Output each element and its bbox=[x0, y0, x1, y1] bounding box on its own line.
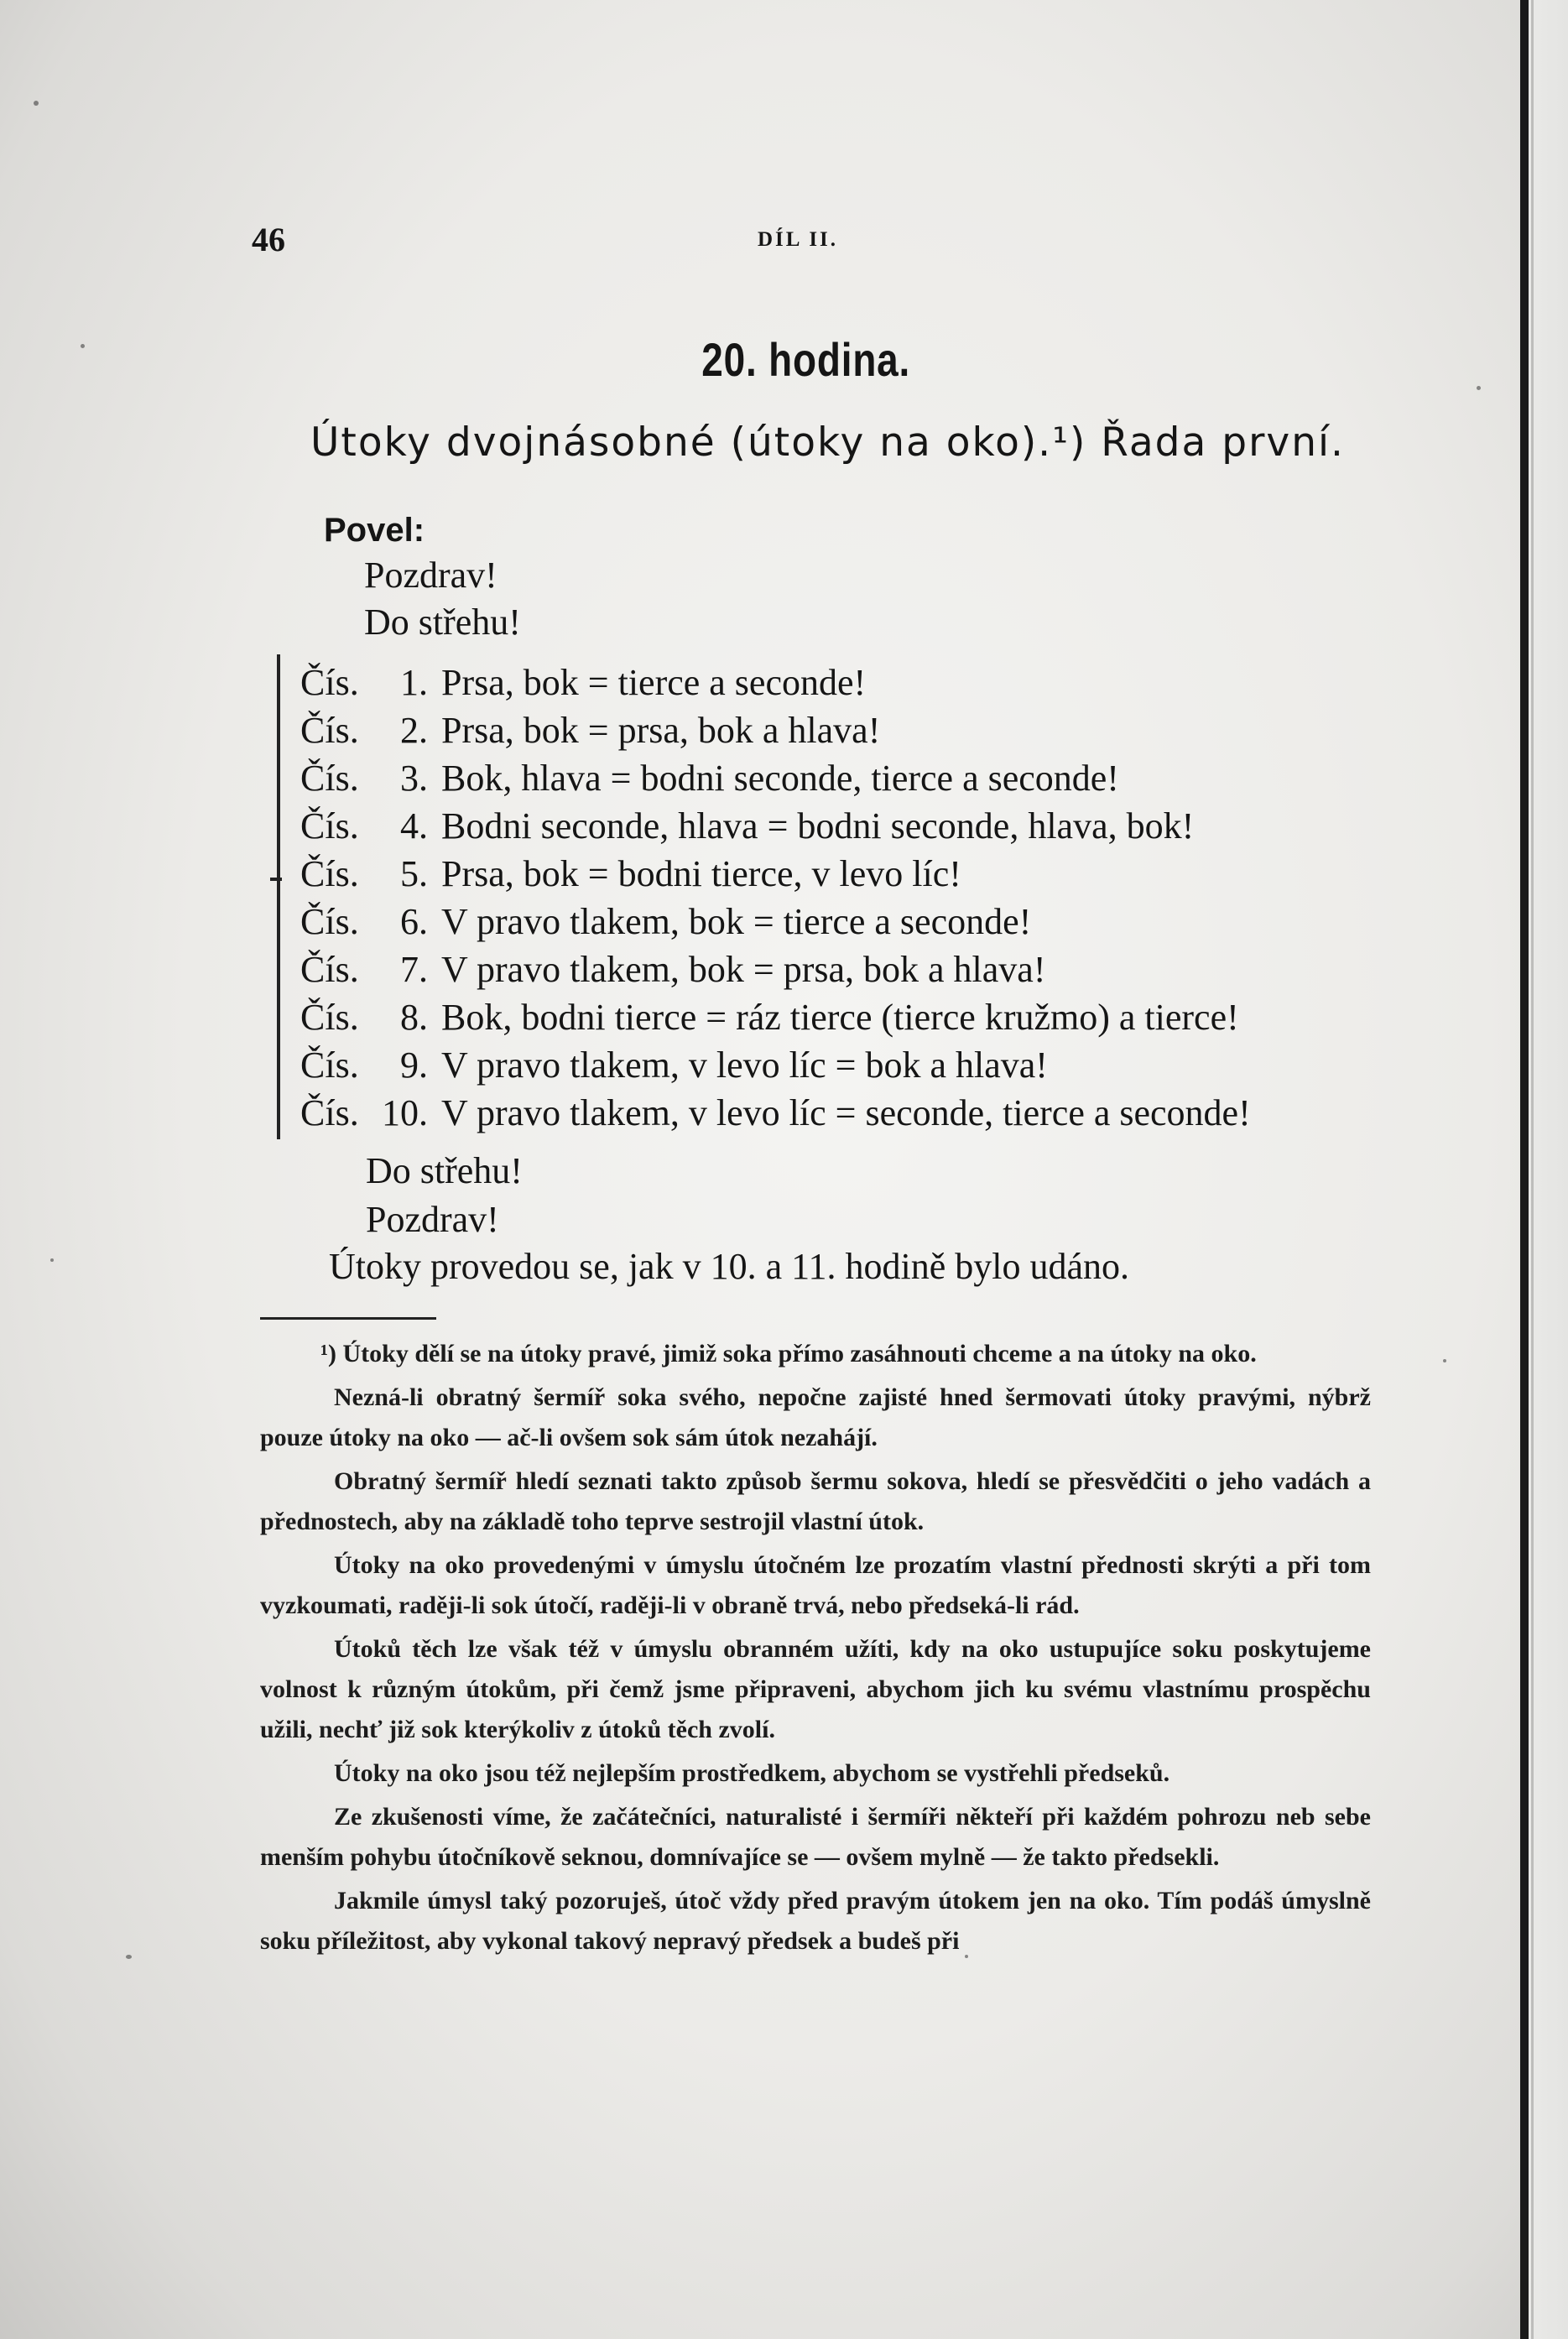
command-label: Povel: bbox=[324, 512, 425, 549]
execution-note: Útoky provedou se, jak v 10. a 11. hodině bylo udáno. bbox=[329, 1246, 1129, 1287]
exercise-number: 5. bbox=[400, 853, 428, 894]
exercise-number: 2. bbox=[400, 710, 428, 751]
exercise-row bbox=[300, 1091, 1251, 1134]
exercise-number: 4. bbox=[400, 805, 428, 847]
page-number: 46 bbox=[252, 221, 285, 258]
exercise-text: Bodni seconde, hlava = bodni seconde, hlava, bok! bbox=[441, 805, 1195, 847]
exercise-text: V pravo tlakem, bok = prsa, bok a hlava! bbox=[441, 949, 1046, 990]
exercise-brace bbox=[277, 654, 280, 1139]
exercise-row bbox=[300, 709, 880, 752]
exercise-label: Čís. bbox=[300, 710, 359, 751]
exercise-label: Čís. bbox=[300, 949, 359, 990]
footnote-paragraph: Útoků těch lze však též v úmyslu obranném užíti, kdy na oko ustupujíce soku poskytujeme volnost k různým útokům, při čemž jsme připraveni, abychom jich ku svému vlastnímu prospěchu užili, nechť již sok kterýkoliv z útoků těch zvolí. bbox=[260, 1635, 1371, 1743]
exercise-row bbox=[300, 996, 1239, 1039]
exercise-number: 1. bbox=[400, 662, 428, 703]
exercise-row bbox=[300, 1044, 1048, 1086]
exercise-number: 6. bbox=[400, 901, 428, 942]
next-page-edge bbox=[1531, 0, 1534, 2339]
exercise-number: 3. bbox=[400, 758, 428, 799]
exercise-label: Čís. bbox=[300, 997, 359, 1038]
exercise-label: Čís. bbox=[300, 1092, 359, 1133]
footnote-paragraph: Ze zkušenosti víme, že začátečníci, naturalisté i šermíři někteří při každém pohrozu neb sebe menším pohybu útočníkově seknou, domnívajíce se — ovšem mylně — že takto předsekli. bbox=[260, 1803, 1371, 1871]
exercise-number: 9. bbox=[400, 1044, 428, 1086]
footnote-paragraph: Útoky na oko jsou též nejlepším prostředkem, abychom se vystřehli předseků. bbox=[334, 1759, 1170, 1787]
page-edge bbox=[1520, 0, 1568, 2339]
footnote-paragraph: ¹) Útoky dělí se na útoky pravé, jimiž soka přímo zasáhnouti chceme a na útoky na oko. bbox=[320, 1340, 1257, 1367]
footnote-paragraph: Jakmile úmysl taký pozoruješ, útoč vždy před pravým útokem jen na oko. Tím podáš úmyslně soku příležitost, aby vykonal takový nepravý předsek a budeš při bbox=[260, 1887, 1371, 1955]
opening-command: Do střehu! bbox=[364, 602, 521, 643]
opening-command: Pozdrav! bbox=[364, 555, 497, 596]
paper-speck bbox=[126, 1955, 132, 1959]
footnote-rule bbox=[260, 1317, 436, 1320]
lesson-title: 20. hodina. bbox=[701, 333, 911, 386]
lesson-subtitle: Útoky dvojnásobné (útoky na oko).¹) Řada první. bbox=[310, 419, 1345, 466]
exercise-text: V pravo tlakem, v levo líc = seconde, tierce a seconde! bbox=[441, 1092, 1251, 1133]
closing-command: Pozdrav! bbox=[366, 1199, 499, 1240]
running-head: DÍL II. bbox=[758, 228, 839, 251]
exercise-row bbox=[300, 661, 866, 704]
paper-speck bbox=[81, 344, 85, 348]
exercise-label: Čís. bbox=[300, 758, 359, 799]
exercise-label: Čís. bbox=[300, 805, 359, 847]
exercise-text: Bok, hlava = bodni seconde, tierce a seconde! bbox=[441, 758, 1119, 799]
exercise-label: Čís. bbox=[300, 1044, 359, 1086]
exercise-number: 8. bbox=[400, 997, 428, 1038]
exercise-label: Čís. bbox=[300, 853, 359, 894]
footnote-paragraph: Nezná-li obratný šermíř soka svého, nepočne zajisté hned šermovati útoky pravými, nýbrž pouze útoky na oko — ač-li ovšem sok sám útok nezahájí. bbox=[260, 1383, 1371, 1451]
paper-speck bbox=[34, 101, 39, 106]
exercise-label: Čís. bbox=[300, 662, 359, 703]
exercise-number: 10. bbox=[382, 1092, 428, 1133]
exercise-row bbox=[300, 852, 961, 895]
exercise-text: Prsa, bok = prsa, bok a hlava! bbox=[441, 710, 881, 751]
footnote-paragraph: Obratný šermíř hledí seznati takto způsob šermu sokova, hledí se přesvědčiti o jeho vadách a přednostech, aby na základě toho teprve sestrojil vlastní útok. bbox=[260, 1467, 1371, 1535]
exercise-text: Prsa, bok = bodni tierce, v levo líc! bbox=[441, 853, 961, 894]
exercise-row bbox=[300, 757, 1119, 800]
exercise-text: Prsa, bok = tierce a seconde! bbox=[441, 662, 867, 703]
paper-speck bbox=[1443, 1359, 1446, 1362]
exercise-row bbox=[300, 900, 1031, 943]
paper-speck bbox=[50, 1258, 54, 1262]
paper-speck bbox=[1477, 386, 1481, 390]
footnote-paragraph: Útoky na oko provedenými v úmyslu útočném lze prozatím vlastní přednosti skrýti a při tom vyzkoumati, raději-li sok útočí, raději-li v obraně trvá, nebo předseká-li rád. bbox=[260, 1551, 1371, 1619]
footnotes bbox=[260, 1334, 1371, 1965]
exercise-text: V pravo tlakem, bok = tierce a seconde! bbox=[441, 901, 1032, 942]
closing-command: Do střehu! bbox=[366, 1150, 523, 1191]
exercise-text: Bok, bodni tierce = ráz tierce (tierce kružmo) a tierce! bbox=[441, 997, 1239, 1038]
exercise-brace-tip bbox=[270, 878, 282, 881]
exercise-number: 7. bbox=[400, 949, 428, 990]
exercise-row bbox=[300, 948, 1045, 991]
exercise-label: Čís. bbox=[300, 901, 359, 942]
exercise-row bbox=[300, 805, 1194, 847]
exercise-text: V pravo tlakem, v levo líc = bok a hlava! bbox=[441, 1044, 1048, 1086]
